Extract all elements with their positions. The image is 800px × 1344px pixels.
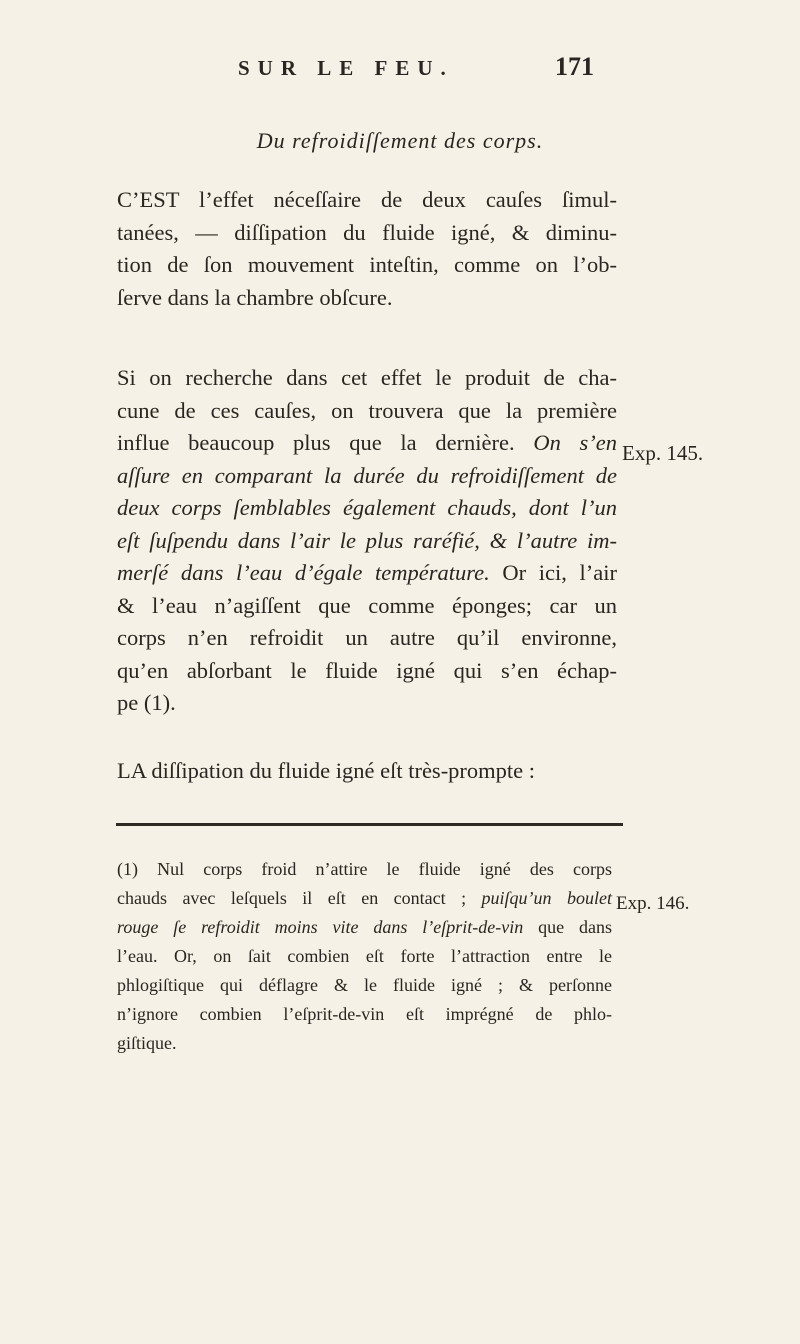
footnote-line	[117, 884, 612, 913]
text-line: ſerve dans la chambre obſcure.	[117, 284, 393, 310]
text-italic: merſé dans l’eau d’égale température.	[117, 560, 490, 585]
text-roman: influe beaucoup plus que la dernière.	[117, 430, 534, 455]
running-title: SUR LE FEU.	[238, 56, 454, 80]
text-line: qu’en abſorbant le fluide igné qui s’en échap-	[117, 657, 617, 683]
footnote-line: n’ignore combien l’eſprit-de-vin eſt imprégné de phlo-	[117, 1004, 612, 1024]
footnote-rule	[116, 823, 623, 826]
footnote-line	[117, 913, 612, 942]
text-italic: puiſqu’un boulet	[481, 888, 612, 908]
footnote-line: l’eau. Or, on ſait combien eſt forte l’attraction entre le	[117, 946, 612, 966]
footnote	[117, 855, 612, 1058]
text-line: aſſure en comparant la durée du refroidiſſement de	[117, 462, 617, 488]
footnote-line: (1) Nul corps froid n’attire le fluide igné des corps	[117, 859, 612, 879]
text-line: cune de ces cauſes, on trouvera que la première	[117, 397, 617, 423]
margin-note-exp-145: Exp. 145.	[622, 441, 704, 465]
text-italic: rouge ſe refroidit moins vite dans l’eſprit-de-vin	[117, 917, 524, 937]
text-line: Si on recherche dans cet effet le produit de cha-	[117, 365, 617, 390]
text-italic: On s’en	[533, 430, 618, 455]
margin-note-exp-146: Exp. 146.	[616, 893, 690, 914]
paragraph-3	[117, 755, 617, 788]
footnote-line: phlogiſtique qui déflagre & le fluide igné ; & perſonne	[117, 975, 612, 995]
text-line: tanées, — diſſipation du fluide igné, & diminu-	[117, 219, 617, 245]
text-line: LA diſſipation du fluide igné eſt très-prompte :	[117, 758, 536, 783]
text-line: tion de ſon mouvement inteſtin, comme on l’ob-	[117, 252, 617, 277]
text-line: C’EST l’effet néceſſaire de deux cauſes ſimul-	[117, 187, 617, 212]
text-line: pe (1).	[117, 690, 176, 715]
text-roman: Or ici, l’air	[489, 560, 617, 585]
text-line	[117, 427, 617, 460]
text-roman: chauds avec leſquels il eſt en contact ;	[117, 888, 482, 908]
text-line: eſt ſuſpendu dans l’air le plus raréfié, & l’autre im-	[117, 527, 617, 553]
section-title: Du refroidiſſement des corps.	[256, 128, 544, 153]
text-line	[117, 557, 617, 590]
text-roman: que dans	[523, 917, 613, 937]
footnote-line: giſtique.	[117, 1033, 177, 1053]
paragraph-1	[117, 184, 617, 314]
paragraph-2	[117, 362, 617, 720]
text-line: & l’eau n’agiſſent que comme éponges; car un	[117, 592, 617, 618]
running-head	[0, 50, 800, 90]
page-number: 171	[555, 52, 594, 81]
text-line: corps n’en refroidit un autre qu’il environne,	[117, 625, 617, 650]
text-line: deux corps ſemblables également chauds, dont l’un	[117, 495, 617, 520]
